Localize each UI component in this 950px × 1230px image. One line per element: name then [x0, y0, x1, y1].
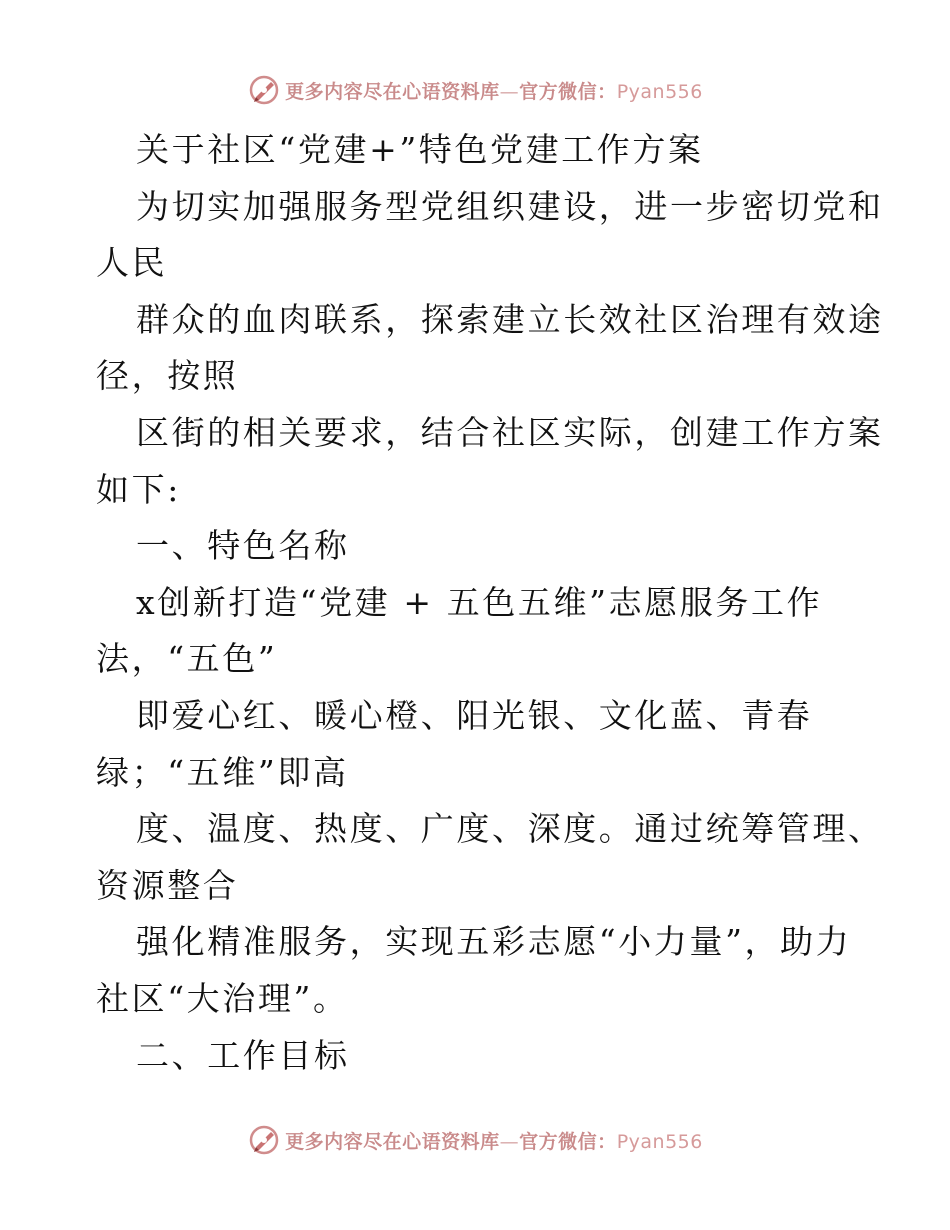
text-line: 如下: [96, 469, 181, 509]
text-line: 即爱心红、暖心橙、阳光银、文化蓝、青春 [136, 695, 813, 735]
pen-logo-icon [247, 1123, 281, 1157]
text-line: 一、特色名称 [136, 526, 350, 566]
text-line: 社区“大治理”。 [96, 978, 349, 1018]
watermark-separator: — [499, 80, 520, 103]
text-line: 资源整合 [96, 865, 239, 905]
text-line: 群众的血肉联系，探索建立长效社区治理有效途 [136, 299, 884, 339]
watermark-text [285, 1127, 703, 1154]
watermark-sub: 官方微信： [519, 80, 617, 103]
pen-logo-icon [247, 73, 281, 107]
text-line: 二、工作目标 [136, 1035, 350, 1075]
text-line: 径，按照 [96, 356, 239, 396]
text-line: 度、温度、热度、广度、深度。通过统筹管理、 [136, 809, 884, 849]
text-line: 绿；“五维”即高 [96, 752, 349, 792]
text-line: 为切实加强服务型党组织建设，进一步密切党和 [136, 186, 884, 226]
watermark-main: 更多内容尽在心语资料库 [285, 80, 500, 103]
watermark-sub: 官方微信： [519, 1130, 617, 1153]
watermark-id: Pyan556 [616, 1130, 703, 1153]
text-line: 法，“五色” [96, 639, 278, 679]
watermark-id: Pyan556 [616, 80, 703, 103]
watermark-separator: — [499, 1130, 520, 1153]
footer-watermark [0, 1120, 950, 1160]
document-body [96, 122, 884, 1084]
header-watermark [0, 70, 950, 110]
text-line: 人民 [96, 243, 168, 283]
text-line: 关于社区“党建+”特色党建工作方案 [136, 130, 704, 169]
text-line: 区街的相关要求，结合社区实际，创建工作方案 [136, 412, 884, 452]
text-line: 强化精准服务，实现五彩志愿“小力量”，助力 [136, 922, 852, 962]
text-line: x创新打造“党建 + 五色五维”志愿服务工作 [136, 582, 823, 622]
watermark-main: 更多内容尽在心语资料库 [285, 1130, 500, 1153]
watermark-text [285, 77, 703, 104]
